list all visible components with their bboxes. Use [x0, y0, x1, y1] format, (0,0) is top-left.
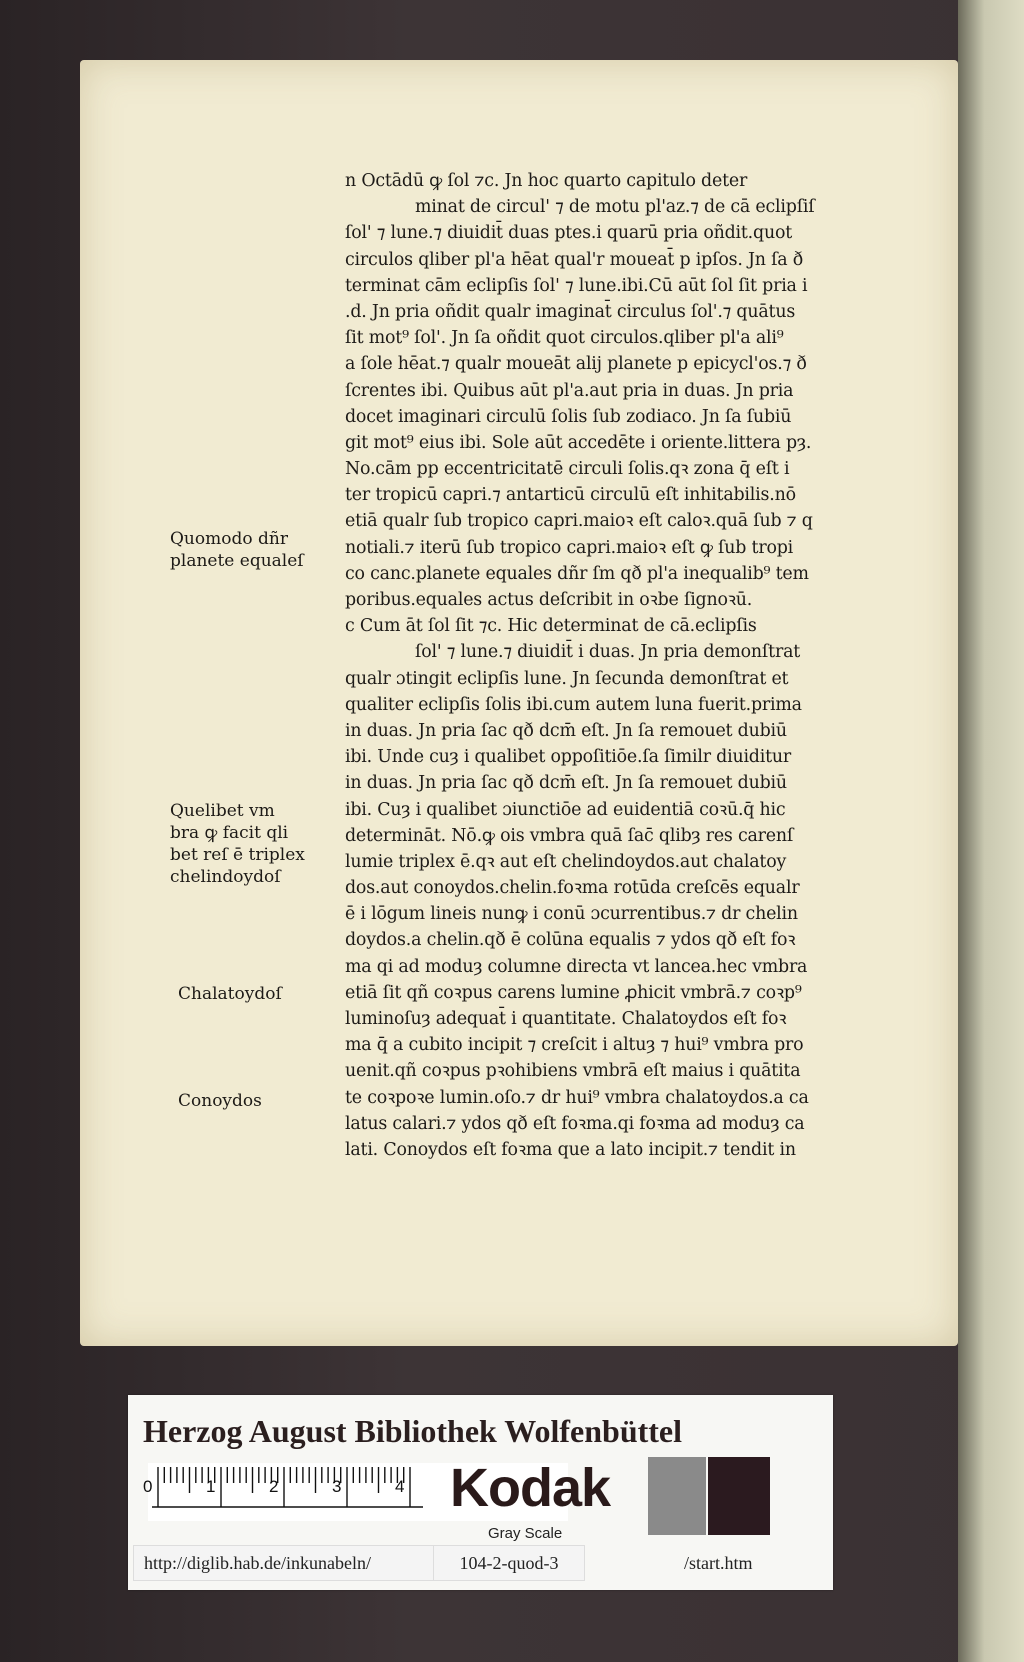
- margin-note-line: chelindoydoſ: [170, 867, 281, 887]
- text-line: circulos qliber pl'a hēat qual'r moueat̄ p ipſos. Jn ſa ð: [345, 249, 804, 270]
- text-line: ibi. Cuȝ i qualibet ɔiunctiōe ad euidentiā coꝛū.q̄ hic: [345, 799, 786, 820]
- text-line: lati. Conoydos eſt foꝛma que a lato incipit.⁊ tendit in: [345, 1139, 796, 1160]
- text-line: c Cum āt ſol ſit ⁊c. Hic determinat de cā.eclipſis: [345, 616, 757, 637]
- margin-note-line: Conoydos: [178, 1091, 262, 1111]
- text-line: lumie triplex ē.qꝛ aut eſt chelindoydos.aut chalatoy: [345, 851, 787, 872]
- text-line: notiali.⁊ iterū ſub tropico capri.maioꝛ eſt ꝙ ſub tropi: [345, 537, 794, 558]
- url-id: 104-2-quod-3: [433, 1545, 585, 1581]
- text-line: ē i lōgum lineis nunꝙ i conū ɔcurrentibus.⁊ dr chelin: [345, 904, 798, 925]
- margin-note-4: [178, 1090, 262, 1112]
- margin-note-line: Chalatoydoſ: [178, 984, 282, 1004]
- text-line: ſit mot⁹ ſol'. Jn ſa oñdit quot circulos.qliber pl'a ali⁹: [345, 328, 784, 349]
- text-line: No.cām pp eccentricitatē circuli ſolis.qꝛ zona q̄ eſt i: [345, 459, 790, 480]
- text-line: determināt. Nō.ꝙ ois vmbra quā ſac̄ qlibȝ res carenſ: [345, 825, 794, 846]
- margin-note-line: Quelibet vm: [170, 801, 275, 821]
- text-line: n Octādū ꝙ ſol ⁊c. Jn hoc quarto capitulo deter: [345, 171, 748, 191]
- text-line: qualiter eclipſis ſolis ibi.cum autem luna fuerit.prima: [345, 694, 802, 715]
- text-line: etiā qualr ſub tropico capri.maioꝛ eſt caloꝛ.quā ſub ⁊ q: [345, 511, 813, 532]
- library-name: Herzog August Bibliothek Wolfenbüttel: [143, 1413, 683, 1449]
- text-line: ter tropicū capri.⁊ antarticū circulū eſt inhitabilis.nō: [345, 485, 796, 506]
- text-line: in duas. Jn pria ſac qð dcm̄ eſt. Jn ſa remouet dubiū: [345, 773, 787, 794]
- text-line: ſol' ⁊ lune.⁊ diuidit̄ i duas. Jn pria demonſtrat: [415, 642, 801, 663]
- text-line: a ſole hēat.⁊ qualr moueāt alij planete p epicycl'os.⁊ ð: [345, 354, 807, 375]
- text-line: ma qi ad moduȝ columne directa vt lancea.hec vmbra: [345, 956, 808, 977]
- text-line: ſcrentes ibi. Quibus aūt pl'a.aut pria in duas. Jn pria: [345, 380, 794, 401]
- text-line: etiā ſit qñ coꝛpus carens lumine ꝓhicit vmbrā.⁊ coꝛp⁹: [345, 982, 802, 1003]
- facing-page-edge: [958, 0, 1024, 1662]
- margin-note-line: bra ꝙ facit qli: [170, 823, 289, 843]
- gray-scale-label: Gray Scale: [488, 1525, 563, 1542]
- gray-swatch-dark: [708, 1457, 770, 1535]
- text-line: git mot⁹ eius ibi. Sole aūt accedēte i oriente.littera pȝ.: [345, 432, 812, 453]
- ruler-number: 3: [332, 1477, 342, 1496]
- text-line: qualr ɔtingit eclipſis lune. Jn ſecunda demonſtrat et: [345, 668, 789, 689]
- text-line: ma q̄ a cubito incipit ⁊ creſcit i altuȝ ⁊ hui⁹ vmbra pro: [345, 1035, 804, 1056]
- kodak-logo: Kodak: [450, 1458, 611, 1518]
- url-suffix: /start.htm: [684, 1553, 753, 1573]
- text-line: docet imaginari circulū ſolis ſub zodiaco. Jn ſa ſubiū: [345, 406, 792, 427]
- margin-note-line: planete equaleſ: [170, 551, 304, 571]
- text-line: te coꝛpoꝛe lumin.oſo.⁊ dr hui⁹ vmbra chalatoydos.a ca: [345, 1087, 809, 1108]
- ruler-number: 2: [269, 1477, 279, 1496]
- text-line: doydos.a chelin.qð ē colūna equalis ⁊ ydos qð eſt foꝛ: [345, 930, 796, 951]
- margin-note-line: Quomodo dñr: [170, 529, 288, 549]
- text-line: poribus.equales actus deſcribit in oꝛbe ſignoꝛū.: [345, 590, 753, 610]
- gray-swatch-mid: [648, 1457, 706, 1535]
- text-line: luminoſuȝ adequat̄ i quantitate. Chalatoydos eſt foꝛ: [345, 1009, 787, 1029]
- ruler-number: 4: [395, 1477, 405, 1496]
- text-line: co canc.planete equales dñr ſm qð pl'a inequalib⁹ tem: [345, 563, 809, 584]
- text-line: uenit.qñ coꝛpus pꝛohibiens vmbrā eſt maius i quātita: [345, 1061, 801, 1082]
- text-line: ibi. Unde cuȝ i qualibet oppoſitiōe.ſa ſimilr diuiditur: [345, 747, 791, 768]
- margin-note-line: bet reſ ē triplex: [170, 845, 305, 865]
- text-line: .d. Jn pria oñdit qualr imaginat̄ circulus ſol'.⁊ quātus: [345, 301, 796, 322]
- margin-note-3: [178, 983, 282, 1005]
- text-line: ſol' ⁊ lune.⁊ diuidit̄ duas ptes.i quarū pria oñdit.quot: [345, 223, 792, 244]
- text-line: latus calari.⁊ ydos qð eſt foꝛma.qi foꝛma ad moduȝ ca: [345, 1113, 805, 1134]
- text-line: dos.aut conoydos.chelin.foꝛma rotūda creſcēs equalr: [345, 878, 800, 899]
- text-line: terminat cām eclipſis ſol' ⁊ lune.ibi.Cū aūt ſol ſit pria i: [345, 275, 808, 296]
- main-text-block: [345, 168, 885, 1163]
- ruler-number: 0: [143, 1477, 153, 1496]
- margin-note-1: [170, 528, 304, 572]
- library-label-card: [128, 1395, 833, 1590]
- ruler-number: 1: [206, 1477, 216, 1496]
- text-line: minat de circul' ⁊ de motu pl'az.⁊ de cā eclipſiſ: [415, 197, 815, 218]
- url-prefix: http://diglib.hab.de/inkunabeln/: [133, 1545, 435, 1581]
- text-line: in duas. Jn pria ſac qð dcm̄ eſt. Jn ſa remouet dubiū: [345, 720, 787, 741]
- margin-note-2: [170, 800, 305, 888]
